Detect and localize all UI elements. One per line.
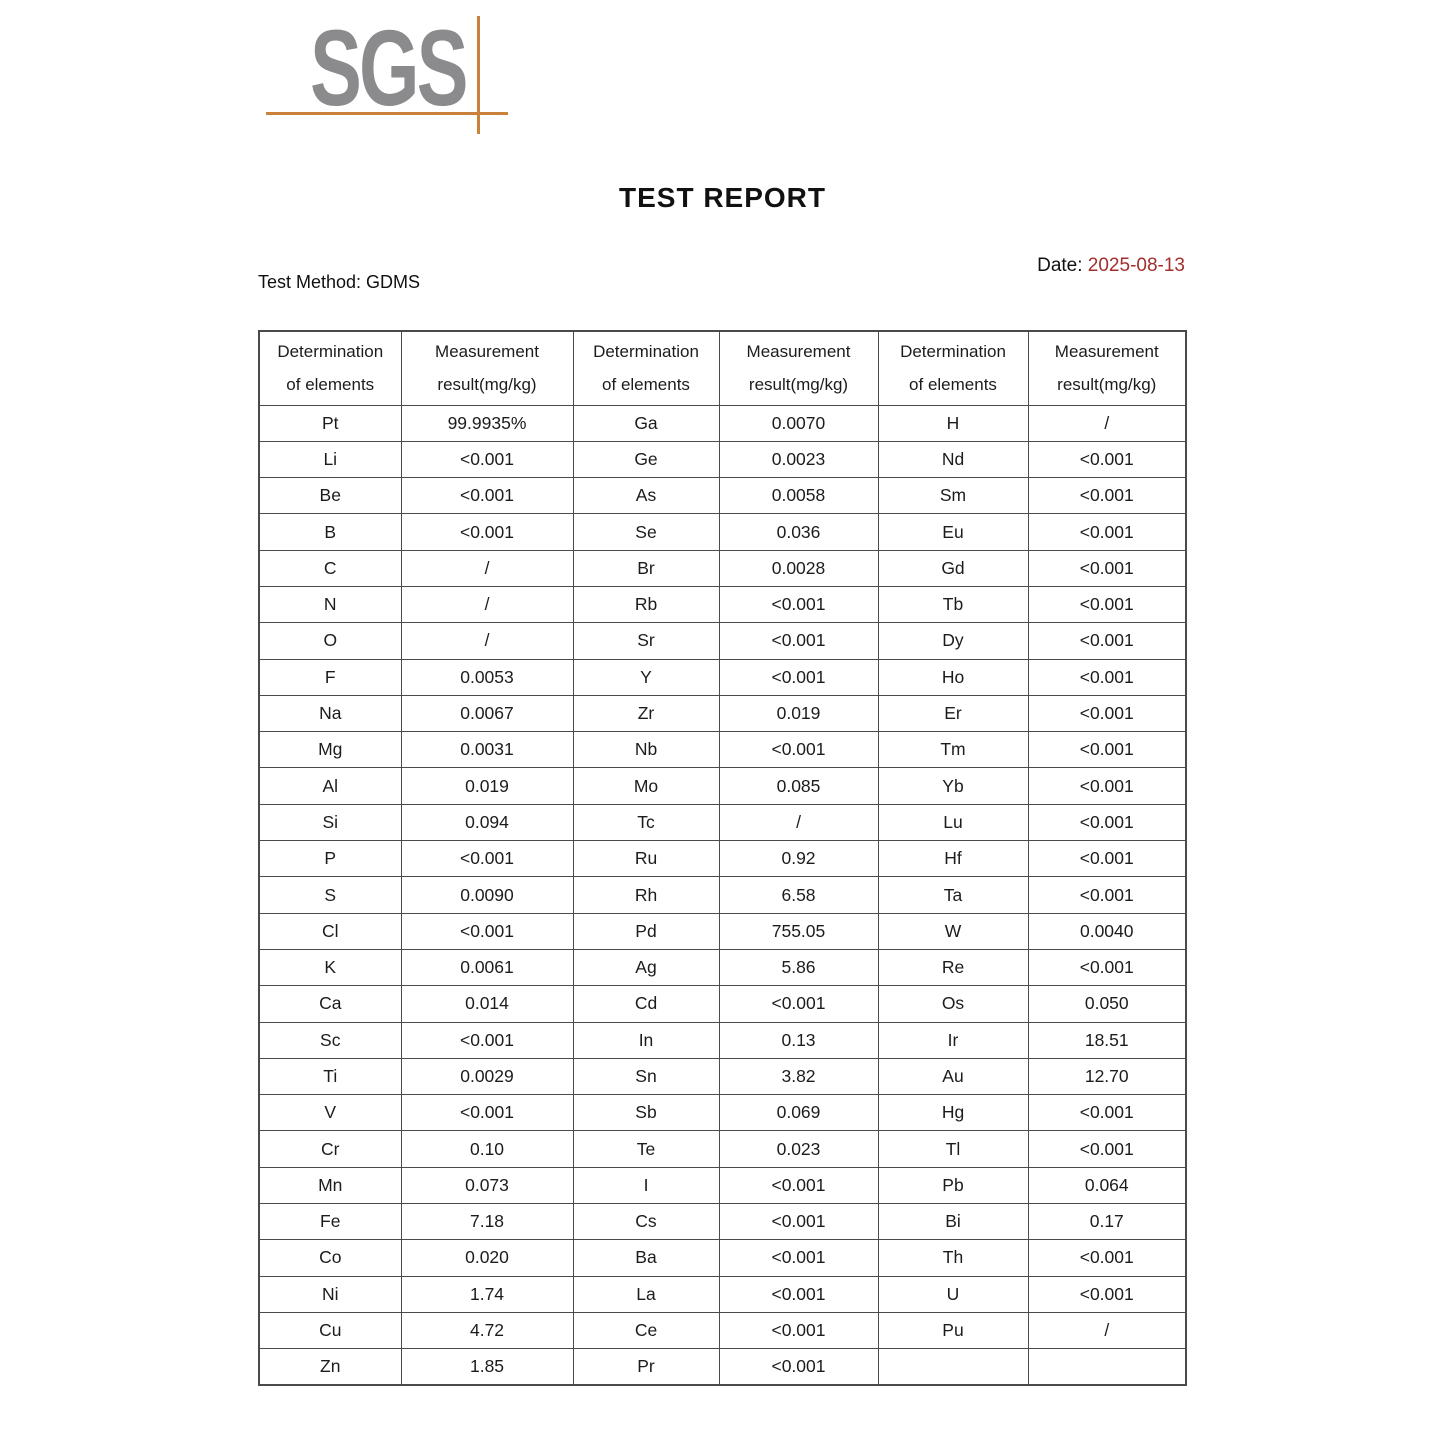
result-cell: <0.001 (1028, 1131, 1186, 1167)
table-row (259, 695, 1186, 731)
table-header-row (259, 331, 1186, 405)
table-row (259, 550, 1186, 586)
header-line: of elements (909, 375, 997, 395)
element-cell: Pu (878, 1312, 1028, 1348)
result-cell: <0.001 (1028, 1240, 1186, 1276)
result-cell (1028, 1349, 1186, 1385)
result-cell: 0.094 (401, 804, 573, 840)
element-cell: Pd (573, 913, 719, 949)
result-cell: 1.85 (401, 1349, 573, 1385)
element-cell: Pt (259, 405, 401, 441)
element-cell: F (259, 659, 401, 695)
element-cell: Tc (573, 804, 719, 840)
header-line: of elements (286, 375, 375, 395)
result-cell: <0.001 (401, 913, 573, 949)
result-cell: <0.001 (1028, 949, 1186, 985)
result-cell: 0.17 (1028, 1204, 1186, 1240)
element-cell: Li (259, 441, 401, 477)
element-cell: Th (878, 1240, 1028, 1276)
element-cell: Gd (878, 550, 1028, 586)
result-cell: 12.70 (1028, 1058, 1186, 1094)
element-cell: Sr (573, 623, 719, 659)
table-row (259, 1022, 1186, 1058)
element-cell: Sb (573, 1095, 719, 1131)
logo-letters: SGS (310, 7, 466, 128)
element-cell: Sc (259, 1022, 401, 1058)
result-cell: / (1028, 1312, 1186, 1348)
element-cell: Hg (878, 1095, 1028, 1131)
result-cell: 0.0070 (719, 405, 878, 441)
element-cell: B (259, 514, 401, 550)
element-cell: Cs (573, 1204, 719, 1240)
date-line (1037, 255, 1185, 277)
result-cell: 4.72 (401, 1312, 573, 1348)
element-cell: Os (878, 986, 1028, 1022)
result-cell: <0.001 (1028, 841, 1186, 877)
result-cell: <0.001 (719, 623, 878, 659)
element-cell: Ga (573, 405, 719, 441)
sgs-logo (0, 0, 560, 150)
element-cell: Ce (573, 1312, 719, 1348)
result-cell: 0.92 (719, 841, 878, 877)
result-cell: / (401, 623, 573, 659)
result-cell: <0.001 (1028, 478, 1186, 514)
table-row (259, 478, 1186, 514)
table-row (259, 877, 1186, 913)
result-cell: <0.001 (1028, 1095, 1186, 1131)
result-cell: 0.0029 (401, 1058, 573, 1094)
element-cell: Eu (878, 514, 1028, 550)
result-cell: <0.001 (401, 514, 573, 550)
table-row (259, 1167, 1186, 1203)
element-cell: Te (573, 1131, 719, 1167)
result-cell: 0.0031 (401, 732, 573, 768)
table-row (259, 1095, 1186, 1131)
result-cell: <0.001 (719, 586, 878, 622)
element-cell: Hf (878, 841, 1028, 877)
header-determination-elements-1 (259, 331, 401, 405)
header-line: result(mg/kg) (748, 375, 849, 395)
element-cell: Si (259, 804, 401, 840)
result-cell: <0.001 (719, 1312, 878, 1348)
element-cell: Mn (259, 1167, 401, 1203)
element-cell: Ge (573, 441, 719, 477)
result-cell: <0.001 (1028, 804, 1186, 840)
result-cell: <0.001 (401, 841, 573, 877)
element-cell: V (259, 1095, 401, 1131)
result-cell: <0.001 (401, 441, 573, 477)
table-row (259, 1131, 1186, 1167)
element-cell: Zr (573, 695, 719, 731)
header-measurement-result-3 (1028, 331, 1186, 405)
element-cell: Dy (878, 623, 1028, 659)
result-cell: <0.001 (1028, 441, 1186, 477)
table-row (259, 586, 1186, 622)
element-cell: Cl (259, 913, 401, 949)
element-cell: Ag (573, 949, 719, 985)
result-cell: 0.0058 (719, 478, 878, 514)
result-cell: 0.073 (401, 1167, 573, 1203)
element-cell: Ni (259, 1276, 401, 1312)
element-cell: Mg (259, 732, 401, 768)
element-cell: I (573, 1167, 719, 1203)
element-cell: Tb (878, 586, 1028, 622)
element-cell: Ta (878, 877, 1028, 913)
element-cell: Nd (878, 441, 1028, 477)
element-cell: Cr (259, 1131, 401, 1167)
result-cell: <0.001 (719, 1167, 878, 1203)
element-cell: K (259, 949, 401, 985)
result-cell: 0.019 (719, 695, 878, 731)
element-cell: Cu (259, 1312, 401, 1348)
element-cell: Se (573, 514, 719, 550)
element-cell: Re (878, 949, 1028, 985)
element-cell: Cd (573, 986, 719, 1022)
element-cell: Rb (573, 586, 719, 622)
result-cell: <0.001 (719, 986, 878, 1022)
table-row (259, 732, 1186, 768)
result-cell: <0.001 (1028, 877, 1186, 913)
header-line: of elements (602, 375, 690, 395)
result-cell: 18.51 (1028, 1022, 1186, 1058)
element-cell: Y (573, 659, 719, 695)
result-cell: <0.001 (719, 732, 878, 768)
results-table (258, 330, 1187, 1386)
element-cell: O (259, 623, 401, 659)
element-cell: Br (573, 550, 719, 586)
element-cell: Zn (259, 1349, 401, 1385)
result-cell: / (401, 550, 573, 586)
result-cell: <0.001 (401, 478, 573, 514)
element-cell: Co (259, 1240, 401, 1276)
result-cell: / (719, 804, 878, 840)
result-cell: 5.86 (719, 949, 878, 985)
result-cell: <0.001 (719, 1276, 878, 1312)
table-row (259, 441, 1186, 477)
result-cell: 7.18 (401, 1204, 573, 1240)
element-cell: Ho (878, 659, 1028, 695)
result-cell: 0.085 (719, 768, 878, 804)
element-cell: Ru (573, 841, 719, 877)
results-table-body (259, 405, 1186, 1385)
result-cell: <0.001 (1028, 695, 1186, 731)
header-measurement-result-1 (401, 331, 573, 405)
result-cell: 0.019 (401, 768, 573, 804)
result-cell: <0.001 (719, 659, 878, 695)
table-row (259, 986, 1186, 1022)
table-row (259, 659, 1186, 695)
result-cell: <0.001 (401, 1022, 573, 1058)
result-cell: / (1028, 405, 1186, 441)
result-cell: 0.10 (401, 1131, 573, 1167)
element-cell: Bi (878, 1204, 1028, 1240)
date-value: 2025-08-13 (1087, 255, 1185, 276)
result-cell: 755.05 (719, 913, 878, 949)
element-cell: Tl (878, 1131, 1028, 1167)
table-row (259, 1276, 1186, 1312)
element-cell: Ti (259, 1058, 401, 1094)
table-row (259, 623, 1186, 659)
result-cell: 0.050 (1028, 986, 1186, 1022)
table-row (259, 913, 1186, 949)
result-cell: 0.069 (719, 1095, 878, 1131)
element-cell: Rh (573, 877, 719, 913)
test-method-label: Test Method: GDMS (258, 272, 421, 292)
element-cell: As (573, 478, 719, 514)
element-cell: Al (259, 768, 401, 804)
date-separator: : (1077, 255, 1088, 276)
table-row (259, 405, 1186, 441)
result-cell: 0.064 (1028, 1167, 1186, 1203)
table-row (259, 841, 1186, 877)
header-line: Measurement (1054, 342, 1159, 362)
header-line: Determination (900, 342, 1006, 362)
table-row (259, 514, 1186, 550)
table-row (259, 804, 1186, 840)
result-cell: <0.001 (1028, 732, 1186, 768)
result-cell: <0.001 (1028, 623, 1186, 659)
table-row (259, 1349, 1186, 1385)
element-cell: Lu (878, 804, 1028, 840)
element-cell: Na (259, 695, 401, 731)
result-cell: 0.0067 (401, 695, 573, 731)
header-line: result(mg/kg) (1057, 375, 1157, 395)
result-cell: <0.001 (1028, 550, 1186, 586)
header-line: Determination (593, 342, 699, 362)
result-cell: <0.001 (1028, 586, 1186, 622)
table-row (259, 768, 1186, 804)
element-cell: Ba (573, 1240, 719, 1276)
table-row (259, 1204, 1186, 1240)
element-cell: Tm (878, 732, 1028, 768)
element-cell: Yb (878, 768, 1028, 804)
result-cell: 0.014 (401, 986, 573, 1022)
element-cell: P (259, 841, 401, 877)
result-cell: <0.001 (1028, 514, 1186, 550)
result-cell: 0.0040 (1028, 913, 1186, 949)
header-determination-elements-2 (573, 331, 719, 405)
result-cell: <0.001 (719, 1349, 878, 1385)
element-cell: Pb (878, 1167, 1028, 1203)
result-cell: 99.9935% (401, 405, 573, 441)
element-cell: U (878, 1276, 1028, 1312)
header-line: Determination (277, 342, 384, 362)
date-label: Date (1037, 255, 1078, 276)
logo-vertical-line (477, 16, 480, 134)
header-line: result(mg/kg) (437, 375, 537, 395)
result-cell: 0.0061 (401, 949, 573, 985)
result-cell: 0.023 (719, 1131, 878, 1167)
element-cell: Ir (878, 1022, 1028, 1058)
result-cell: 0.13 (719, 1022, 878, 1058)
element-cell: Mo (573, 768, 719, 804)
element-cell: Au (878, 1058, 1028, 1094)
header-line: Measurement (746, 342, 851, 362)
result-cell: <0.001 (719, 1240, 878, 1276)
element-cell: C (259, 550, 401, 586)
result-cell: 0.0028 (719, 550, 878, 586)
element-cell: N (259, 586, 401, 622)
result-cell: <0.001 (1028, 659, 1186, 695)
result-cell: 6.58 (719, 877, 878, 913)
result-cell: 0.0053 (401, 659, 573, 695)
header-measurement-result-2 (719, 331, 878, 405)
result-cell: 0.036 (719, 514, 878, 550)
element-cell: W (878, 913, 1028, 949)
result-cell: <0.001 (1028, 768, 1186, 804)
result-cell: <0.001 (719, 1204, 878, 1240)
header-determination-elements-3 (878, 331, 1028, 405)
result-cell: / (401, 586, 573, 622)
element-cell: La (573, 1276, 719, 1312)
element-cell: S (259, 877, 401, 913)
element-cell: Pr (573, 1349, 719, 1385)
result-cell: 1.74 (401, 1276, 573, 1312)
result-cell: <0.001 (401, 1095, 573, 1131)
element-cell: Sm (878, 478, 1028, 514)
result-cell: 0.0090 (401, 877, 573, 913)
result-cell: <0.001 (1028, 1276, 1186, 1312)
element-cell: In (573, 1022, 719, 1058)
result-cell: 3.82 (719, 1058, 878, 1094)
table-row (259, 1058, 1186, 1094)
element-cell (878, 1349, 1028, 1385)
page-title: TEST REPORT (618, 182, 826, 213)
table-row (259, 949, 1186, 985)
element-cell: Nb (573, 732, 719, 768)
table-row (259, 1240, 1186, 1276)
result-cell: 0.0023 (719, 441, 878, 477)
element-cell: Ca (259, 986, 401, 1022)
element-cell: H (878, 405, 1028, 441)
header-line: Measurement (435, 342, 539, 362)
element-cell: Er (878, 695, 1028, 731)
element-cell: Be (259, 478, 401, 514)
table-row (259, 1312, 1186, 1348)
result-cell: 0.020 (401, 1240, 573, 1276)
element-cell: Sn (573, 1058, 719, 1094)
element-cell: Fe (259, 1204, 401, 1240)
